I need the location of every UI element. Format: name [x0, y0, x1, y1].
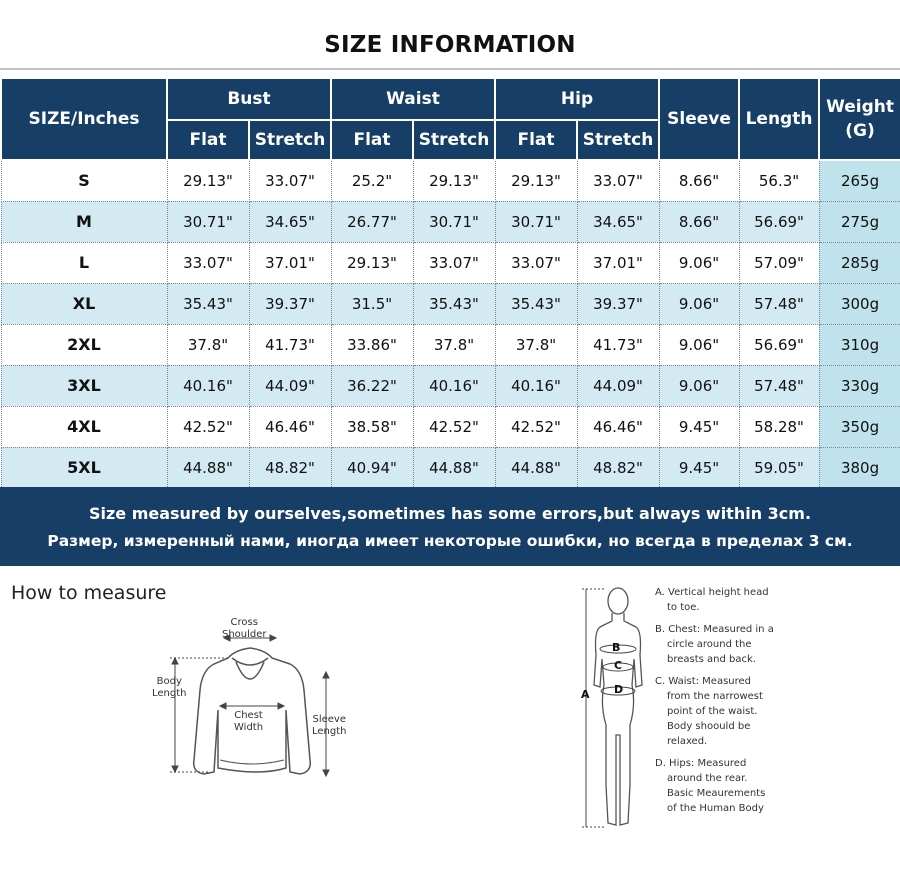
header-sleeve: Sleeve — [659, 78, 739, 160]
cell-sleeve: 8.66" — [659, 160, 739, 201]
header-waist: Waist — [331, 78, 495, 120]
cell-weight: 310g — [819, 324, 900, 365]
header-waist-stretch: Stretch — [413, 120, 495, 160]
cell-sleeve: 9.45" — [659, 447, 739, 488]
cell-waist-stretch: 40.16" — [413, 365, 495, 406]
sleeve-length-label-line1: Sleeve — [312, 714, 346, 725]
letter-b: B — [612, 641, 621, 654]
cell-sleeve: 9.06" — [659, 365, 739, 406]
letter-a: A — [581, 688, 590, 701]
cell-bust-stretch: 33.07" — [249, 160, 331, 201]
cell-waist-flat: 29.13" — [331, 242, 413, 283]
cell-weight: 285g — [819, 242, 900, 283]
header-weight — [819, 78, 900, 160]
cell-size: 4XL — [1, 406, 167, 447]
sleeve-length-arrow-top — [323, 672, 329, 678]
cell-size: 3XL — [1, 365, 167, 406]
cell-waist-flat: 36.22" — [331, 365, 413, 406]
cell-weight: 300g — [819, 283, 900, 324]
sleeve-length-label — [312, 714, 347, 738]
header-length: Length — [739, 78, 819, 160]
sweater-hem — [220, 760, 284, 764]
sleeve-length-arrow-bottom — [323, 770, 329, 776]
note-b-line2: circle around the — [667, 639, 752, 650]
cell-length: 56.69" — [739, 324, 819, 365]
body-head — [608, 588, 628, 614]
cell-weight: 275g — [819, 201, 900, 242]
cell-bust-flat: 44.88" — [167, 447, 249, 488]
cell-size: S — [1, 160, 167, 201]
cell-hip-flat: 29.13" — [495, 160, 577, 201]
cell-bust-flat: 30.71" — [167, 201, 249, 242]
cell-bust-stretch: 37.01" — [249, 242, 331, 283]
cell-sleeve: 9.45" — [659, 406, 739, 447]
cell-weight: 330g — [819, 365, 900, 406]
cell-bust-stretch: 41.73" — [249, 324, 331, 365]
header-weight-unit: (G) — [845, 121, 875, 141]
header-hip-stretch: Stretch — [577, 120, 659, 160]
cell-hip-flat: 37.8" — [495, 324, 577, 365]
cell-bust-stretch: 39.37" — [249, 283, 331, 324]
table-row — [1, 406, 900, 447]
cell-bust-stretch: 48.82" — [249, 447, 331, 488]
notice-russian: Размер, измеренный нами, иногда имеет некоторые ошибки, но всегда в пределах 3 см. — [47, 532, 853, 550]
cell-bust-stretch: 46.46" — [249, 406, 331, 447]
chest-width-label-line2: Width — [234, 722, 264, 733]
cell-hip-stretch: 41.73" — [577, 324, 659, 365]
cell-hip-stretch: 48.82" — [577, 447, 659, 488]
cell-sleeve: 9.06" — [659, 242, 739, 283]
chest-width-label — [234, 710, 263, 734]
header-waist-flat: Flat — [331, 120, 413, 160]
cross-shoulder-label — [222, 617, 267, 641]
title-divider — [0, 68, 900, 70]
cell-bust-flat: 29.13" — [167, 160, 249, 201]
chest-width-arrow-right — [278, 703, 284, 709]
note-c-line4: Body shoould be — [667, 721, 751, 732]
how-to-measure-title: How to measure — [11, 582, 167, 604]
cross-shoulder-arrow-right — [270, 635, 276, 641]
table-row — [1, 201, 900, 242]
cell-size: L — [1, 242, 167, 283]
cell-waist-flat: 40.94" — [331, 447, 413, 488]
cell-hip-stretch: 34.65" — [577, 201, 659, 242]
letter-d: D — [614, 683, 624, 696]
cell-weight: 350g — [819, 406, 900, 447]
cell-hip-flat: 30.71" — [495, 201, 577, 242]
cross-shoulder-label-line1: Cross — [230, 617, 258, 628]
cell-bust-flat: 33.07" — [167, 242, 249, 283]
chest-width-label-line1: Chest — [234, 710, 263, 721]
size-table-body — [1, 160, 900, 488]
header-size: SIZE/Inches — [1, 78, 167, 160]
cell-bust-flat: 40.16" — [167, 365, 249, 406]
cell-hip-flat: 44.88" — [495, 447, 577, 488]
cell-length: 57.48" — [739, 283, 819, 324]
cell-waist-stretch: 37.8" — [413, 324, 495, 365]
cell-size: M — [1, 201, 167, 242]
cell-hip-stretch: 46.46" — [577, 406, 659, 447]
body-length-arrow-top — [172, 658, 178, 664]
cell-bust-stretch: 44.09" — [249, 365, 331, 406]
cell-length: 58.28" — [739, 406, 819, 447]
cell-waist-flat: 38.58" — [331, 406, 413, 447]
cell-length: 56.3" — [739, 160, 819, 201]
header-hip: Hip — [495, 78, 659, 120]
sleeve-length-label-line2: Length — [312, 726, 347, 737]
note-b-line1: B. Chest: Measured in a — [655, 624, 774, 635]
body-length-arrow-bottom — [172, 766, 178, 772]
note-d-line1: D. Hips: Measured — [655, 758, 747, 769]
cell-hip-stretch: 37.01" — [577, 242, 659, 283]
cell-size: XL — [1, 283, 167, 324]
note-d-line2: around the rear. — [667, 773, 748, 784]
header-bust-flat: Flat — [167, 120, 249, 160]
body-length-label-line2: Length — [152, 688, 187, 699]
cell-bust-flat: 42.52" — [167, 406, 249, 447]
cell-bust-flat: 35.43" — [167, 283, 249, 324]
cell-hip-stretch: 44.09" — [577, 365, 659, 406]
note-b-line3: breasts and back. — [667, 654, 756, 665]
page-title: SIZE INFORMATION — [324, 32, 576, 58]
cell-length: 59.05" — [739, 447, 819, 488]
note-d-line4: of the Human Body — [667, 803, 764, 814]
cell-sleeve: 9.06" — [659, 324, 739, 365]
cell-waist-stretch: 35.43" — [413, 283, 495, 324]
header-bust-stretch: Stretch — [249, 120, 331, 160]
cell-size: 5XL — [1, 447, 167, 488]
cell-hip-stretch: 33.07" — [577, 160, 659, 201]
human-body-diagram — [570, 575, 660, 845]
cell-waist-stretch: 33.07" — [413, 242, 495, 283]
note-c-line1: C. Waist: Measured — [655, 676, 752, 687]
cell-bust-flat: 37.8" — [167, 324, 249, 365]
measurement-notes — [655, 585, 774, 816]
note-a-line2: to toe. — [667, 602, 700, 613]
cell-waist-stretch: 30.71" — [413, 201, 495, 242]
cell-hip-flat: 42.52" — [495, 406, 577, 447]
cell-waist-stretch: 29.13" — [413, 160, 495, 201]
table-row — [1, 160, 900, 201]
header-weight-label: Weight — [826, 97, 894, 117]
cell-waist-flat: 33.86" — [331, 324, 413, 365]
cell-sleeve: 8.66" — [659, 201, 739, 242]
table-row — [1, 242, 900, 283]
chest-width-arrow-left — [220, 703, 226, 709]
body-length-label — [152, 676, 187, 700]
cell-sleeve: 9.06" — [659, 283, 739, 324]
note-a-line1: A. Vertical height head — [655, 587, 769, 598]
note-c-line2: from the narrowest — [667, 691, 763, 702]
letter-c: C — [614, 659, 623, 672]
cell-hip-flat: 40.16" — [495, 365, 577, 406]
cell-waist-flat: 25.2" — [331, 160, 413, 201]
cell-size: 2XL — [1, 324, 167, 365]
cell-hip-stretch: 39.37" — [577, 283, 659, 324]
cell-length: 57.48" — [739, 365, 819, 406]
table-row — [1, 447, 900, 488]
cell-bust-stretch: 34.65" — [249, 201, 331, 242]
cross-shoulder-label-line2: Shoulder — [222, 629, 267, 640]
table-row — [1, 365, 900, 406]
note-c-line5: relaxed. — [667, 736, 708, 747]
size-table — [0, 77, 900, 489]
body-length-label-line1: Body — [156, 676, 182, 687]
header-hip-flat: Flat — [495, 120, 577, 160]
cell-waist-stretch: 42.52" — [413, 406, 495, 447]
cell-weight: 265g — [819, 160, 900, 201]
cell-weight: 380g — [819, 447, 900, 488]
cell-waist-flat: 31.5" — [331, 283, 413, 324]
cell-hip-flat: 35.43" — [495, 283, 577, 324]
cell-waist-stretch: 44.88" — [413, 447, 495, 488]
cell-length: 57.09" — [739, 242, 819, 283]
table-row — [1, 283, 900, 324]
note-c-line3: point of the waist. — [667, 706, 758, 717]
cell-hip-flat: 33.07" — [495, 242, 577, 283]
notice-english: Size measured by ourselves,sometimes has some errors,but always within 3cm. — [88, 504, 812, 523]
note-d-line3: Basic Meaurements — [667, 788, 766, 799]
cell-waist-flat: 26.77" — [331, 201, 413, 242]
header-bust: Bust — [167, 78, 331, 120]
table-row — [1, 324, 900, 365]
measurement-notice — [0, 487, 900, 566]
cell-length: 56.69" — [739, 201, 819, 242]
